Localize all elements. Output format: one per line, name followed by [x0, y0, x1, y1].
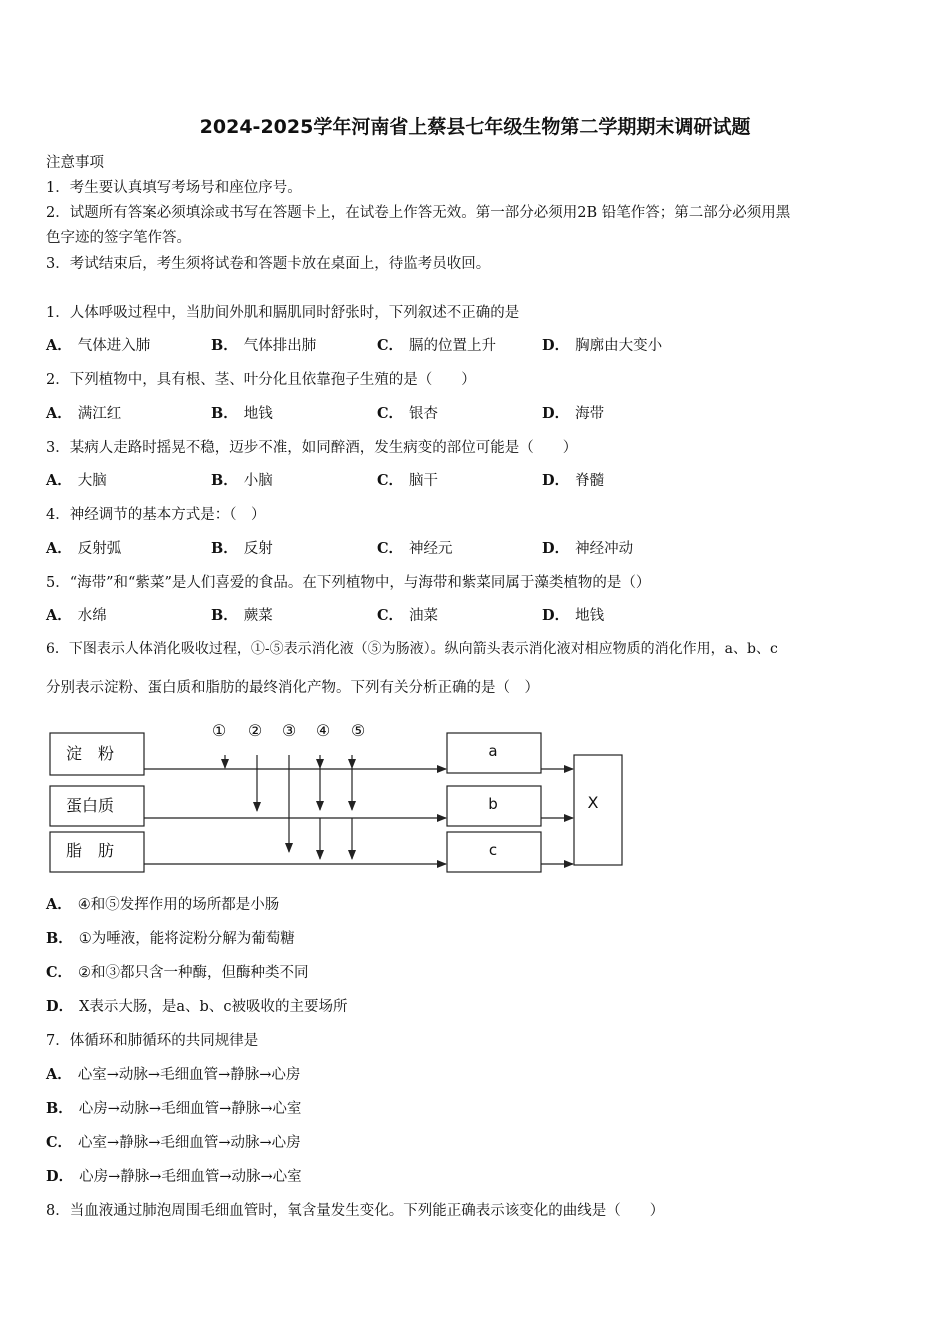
substance-label: 蛋白质 [65, 796, 115, 815]
option[interactable]: C． 银杏 [377, 405, 439, 422]
question-stem: 7．体循环和肺循环的共同规律是 [46, 1033, 259, 1049]
option[interactable]: C． 脑干 [377, 472, 439, 489]
juice-label: ② [247, 721, 263, 740]
option[interactable]: A． 心室→动脉→毛细血管→静脉→心房 [46, 1066, 301, 1083]
option[interactable]: A． ④和⑤发挥作用的场所都是小肠 [46, 896, 280, 913]
question-stem: 分别表示淀粉、蛋白质和脂肪的最终消化产物。下列有关分析正确的是（ ） [46, 680, 539, 696]
juice-label: ① [211, 721, 227, 740]
juice-label: ⑤ [350, 721, 366, 740]
question-stem: 8．当血液通过肺泡周围毛细血管时，氧含量发生变化。下列能正确表示该变化的曲线是（ ） [46, 1203, 665, 1219]
page-title: 2024-2025学年河南省上蔡县七年级生物第二学期期末调研试题 [199, 116, 751, 138]
option[interactable]: C． 神经元 [377, 540, 453, 557]
option[interactable]: A． 反射弧 [46, 540, 122, 557]
option[interactable]: D． 心房→静脉→毛细血管→动脉→心室 [46, 1168, 302, 1185]
option[interactable]: D． 神经冲动 [542, 540, 634, 557]
option[interactable]: B． 小脑 [211, 472, 273, 489]
juice-label: ④ [315, 721, 331, 740]
option[interactable]: B． 地钱 [211, 405, 273, 422]
option[interactable]: C． 膈的位置上升 [377, 337, 497, 354]
option[interactable]: B． 心房→动脉→毛细血管→静脉→心室 [46, 1100, 302, 1117]
substance-label: 淀 粉 [65, 744, 115, 763]
option[interactable]: D． 脊髓 [542, 472, 605, 489]
option[interactable]: C． ②和③都只含一种酶，但酶种类不同 [46, 964, 309, 981]
option[interactable]: B． 反射 [211, 540, 273, 557]
option[interactable]: B． 蕨菜 [211, 607, 273, 624]
option[interactable]: B． 气体排出肺 [211, 337, 317, 354]
option[interactable]: A． 满江红 [46, 405, 122, 422]
notice-heading: 注意事项 [46, 155, 104, 171]
option[interactable]: B． ①为唾液，能将淀粉分解为葡萄糖 [46, 930, 295, 947]
option[interactable]: D． 海带 [542, 405, 605, 422]
juice-label: ③ [281, 721, 297, 740]
question-stem: 2．下列植物中，具有根、茎、叶分化且依靠孢子生殖的是（ ） [46, 372, 476, 388]
option[interactable]: C． 心室→静脉→毛细血管→动脉→心房 [46, 1134, 301, 1151]
notice-item: 2．试题所有答案必须填涂或书写在答题卡上，在试卷上作答无效。第一部分必须用2B 铅笔作答；第二部分必须用黑 [46, 205, 791, 221]
product-label: b [488, 795, 498, 813]
question-stem: 6．下图表示人体消化吸收过程，①-⑤表示消化液（⑤为肠液）。纵向箭头表示消化液对相应物质的消化作用，a、b、c [46, 641, 778, 657]
option[interactable]: C． 油菜 [377, 607, 439, 624]
organ-label: X [587, 793, 599, 812]
option[interactable]: D． X表示大肠，是a、b、c被吸收的主要场所 [46, 998, 348, 1015]
notice-item: 3．考试结束后，考生须将试卷和答题卡放在桌面上，待监考员收回。 [46, 256, 491, 272]
question-stem: 4．神经调节的基本方式是：（ ） [46, 507, 266, 523]
notice-item: 1．考生要认真填写考场号和座位序号。 [46, 180, 302, 196]
option[interactable]: A． 水绵 [46, 607, 107, 624]
option[interactable]: D． 地钱 [542, 607, 605, 624]
substance-label: 脂 肪 [65, 841, 115, 860]
question-stem: 5．“海带”和“紫菜”是人们喜爱的食品。在下列植物中，与海带和紫菜同属于藻类植物的是（） [46, 575, 651, 591]
question-stem: 1．人体呼吸过程中，当肋间外肌和膈肌同时舒张时，下列叙述不正确的是 [46, 305, 520, 321]
option[interactable]: A． 大脑 [46, 472, 107, 489]
question-stem: 3．某病人走路时摇晃不稳，迈步不准，如同醉酒，发生病变的部位可能是（ ） [46, 440, 578, 456]
digestion-diagram [40, 715, 640, 875]
product-label: a [488, 742, 498, 760]
product-label: c [488, 841, 498, 859]
option[interactable]: A． 气体进入肺 [46, 337, 151, 354]
option[interactable]: D． 胸廓由大变小 [542, 337, 663, 354]
notice-item: 色字迹的签字笔作答。 [46, 230, 191, 246]
